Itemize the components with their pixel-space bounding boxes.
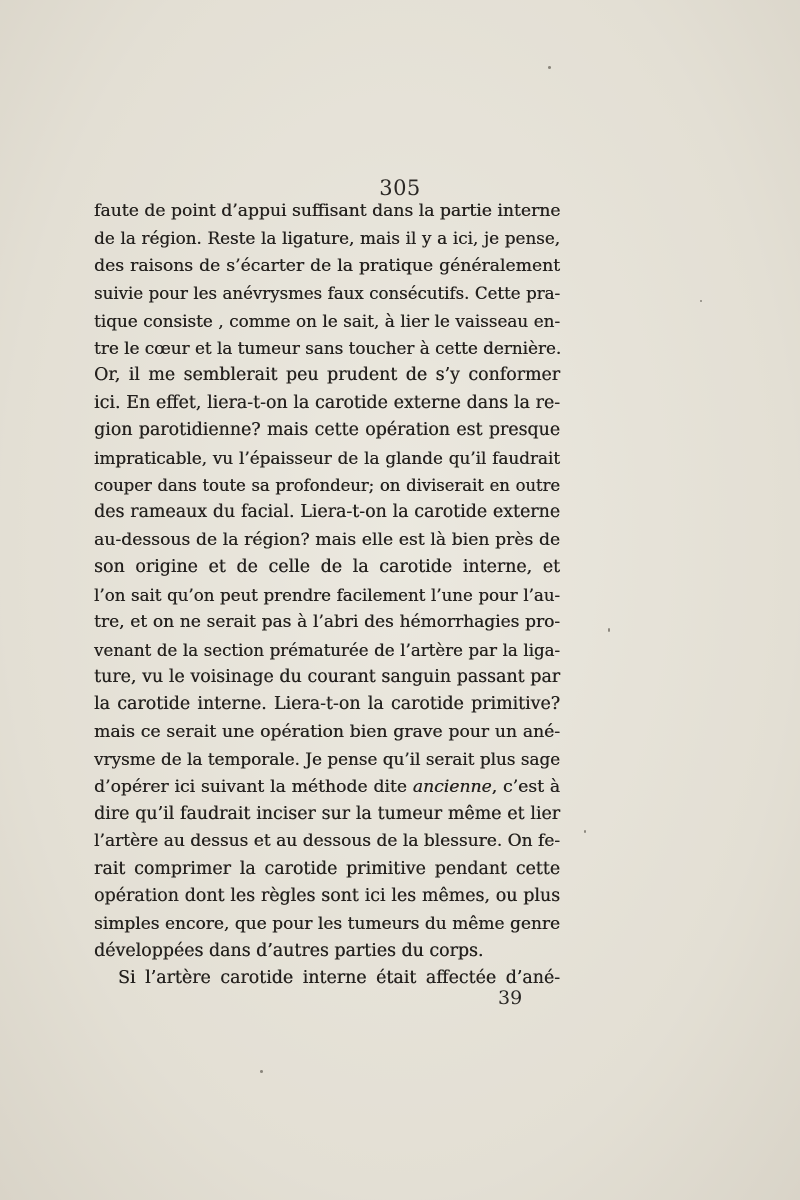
text-line: des raisons de s’écarter de la pratique généralement	[94, 255, 560, 276]
text-line: Si l’artère carotide interne était affectée d’ané-	[118, 968, 560, 989]
text-line: tre le cœur et la tumeur sans toucher à cette dernière.	[94, 338, 562, 359]
italic-word: ancienne	[412, 776, 492, 797]
text-line: simples encore, que pour les tumeurs du même genre	[94, 913, 560, 934]
text-line: des rameaux du facial. Liera-t-on la carotide externe	[94, 502, 560, 523]
text-line: opération dont les règles sont ici les mêmes, ou plus	[94, 886, 560, 907]
text-line: développées dans d’autres parties du corps.	[94, 940, 484, 961]
text-line	[94, 774, 560, 801]
text-line: au-dessous de la région? mais elle est là bien près de	[94, 529, 560, 550]
text-segment: d’opérer ici suivant la méthode dite	[94, 776, 413, 797]
text-line: l’artère au dessus et au dessous de la blessure. On fe-	[94, 831, 560, 852]
text-line: suivie pour les anévrysmes faux consécutifs. Cette pra-	[94, 284, 560, 304]
text-line: son origine et de celle de la carotide interne, et	[94, 557, 560, 578]
page-number: 305	[379, 176, 421, 200]
text-line: tre, et on ne serait pas à l’abri des hémorrhagies pro-	[94, 612, 560, 633]
text-line: ture, vu le voisinage du courant sanguin passant par	[94, 666, 560, 687]
text-line: gion parotidienne? mais cette opération est presque	[94, 420, 560, 441]
text-line: mais ce serait une opération bien grave pour un ané-	[94, 721, 560, 742]
text-line: Or, il me semblerait peu prudent de s’y conformer	[94, 365, 560, 386]
text-segment: , c’est à	[491, 776, 560, 797]
text-line: rait comprimer la carotide primitive pendant cette	[94, 858, 560, 879]
text-line: faute de point d’appui suffisant dans la partie interne	[94, 201, 561, 221]
paper-speck	[700, 300, 702, 302]
text-line: tique consiste , comme on le sait, à lier le vaisseau en-	[94, 310, 560, 331]
signature-mark: 39	[498, 987, 523, 1009]
paper-speck	[584, 830, 586, 833]
text-line: l’on sait qu’on peut prendre facilement l’une pour l’au-	[94, 585, 560, 605]
paper-speck	[608, 628, 610, 632]
paper-speck	[260, 1070, 263, 1073]
text-line: impraticable, vu l’épaisseur de la glande qu’il faudrait	[94, 447, 560, 468]
text-line: vrysme de la temporale. Je pense qu’il serait plus sage	[94, 749, 560, 770]
text-line: venant de la section prématurée de l’artère par la liga-	[94, 640, 560, 660]
body-text	[94, 198, 560, 993]
text-line: couper dans toute sa profondeur; on diviserait en outre	[94, 476, 560, 496]
text-line: de la région. Reste la ligature, mais il y a ici, je pense,	[94, 228, 560, 249]
text-line: dire qu’il faudrait inciser sur la tumeur même et lier	[94, 803, 560, 824]
text-line: ici. En effet, liera-t-on la carotide externe dans la re-	[94, 392, 560, 413]
paper-speck	[548, 66, 551, 69]
text-line: la carotide interne. Liera-t-on la carotide primitive?	[94, 694, 560, 715]
